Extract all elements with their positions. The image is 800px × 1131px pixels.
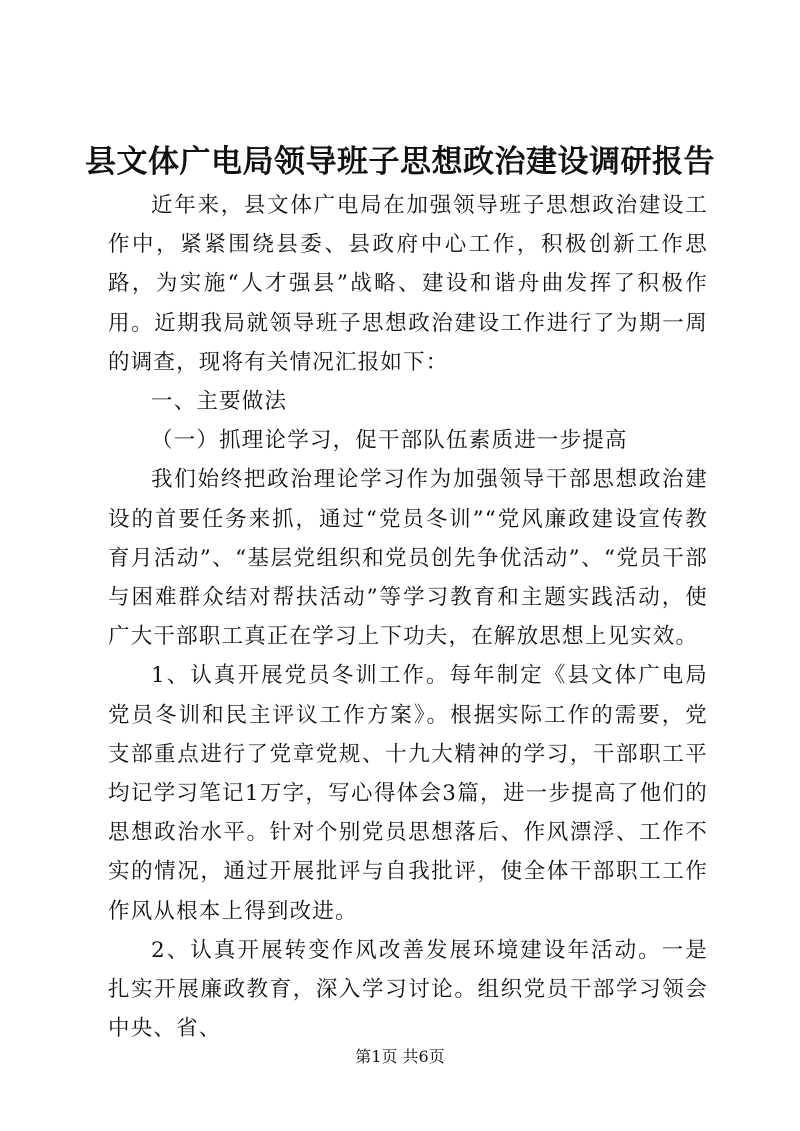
paragraph-item-style-transformation: 2、认真开展转变作风改善发展环境建设年活动。一是扎实开展廉政教育，深入学习讨论。组织党员干部学习领会中央、省、 <box>108 937 708 1042</box>
document-title: 县文体广电局领导班子思想政治建设调研报告 <box>85 144 715 180</box>
paragraph-item-winter-training: 1、认真开展党员冬训工作。每年制定《县文体广电局党员冬训和民主评议工作方案》。根据实际工作的需要，党支部重点进行了党章党规、十九大精神的学习，干部职工平均记学习笔记1万字，写心得体会3篇，进一步提高了他们的思想政治水平。针对个别党员思想落后、作风漂浮、工作不实的情况，通过开展批评与自我批评，使全体干部职工工作作风从根本上得到改进。 <box>108 663 708 924</box>
page-footer: 第1页 共6页 <box>355 1047 445 1066</box>
section-heading-main-practices: 一、主要做法 <box>151 389 288 415</box>
paragraph-theory-study: 我们始终把政治理论学习作为加强领导干部思想政治建设的首要任务来抓，通过“党员冬训”“党风廉政建设宣传教育月活动”、“基层党组织和党员创先争优活动”、“党员干部与困难群众结对帮扶活动”等学习教育和主题实践活动，使广大干部职工真正在学习上下功夫，在解放思想上见实效。 <box>108 467 708 650</box>
paragraph-intro: 近年来，县文体广电局在加强领导班子思想政治建设工作中，紧紧围绕县委、县政府中心工作，积极创新工作思路，为实施“人才强县”战略、建设和谐舟曲发挥了积极作用。近期我局就领导班子思想政治建设工作进行了为期一周的调查，现将有关情况汇报如下： <box>108 193 708 375</box>
subsection-heading-theory-study: （一）抓理论学习，促干部队伍素质进一步提高 <box>151 428 628 454</box>
document-body <box>108 186 708 1048</box>
